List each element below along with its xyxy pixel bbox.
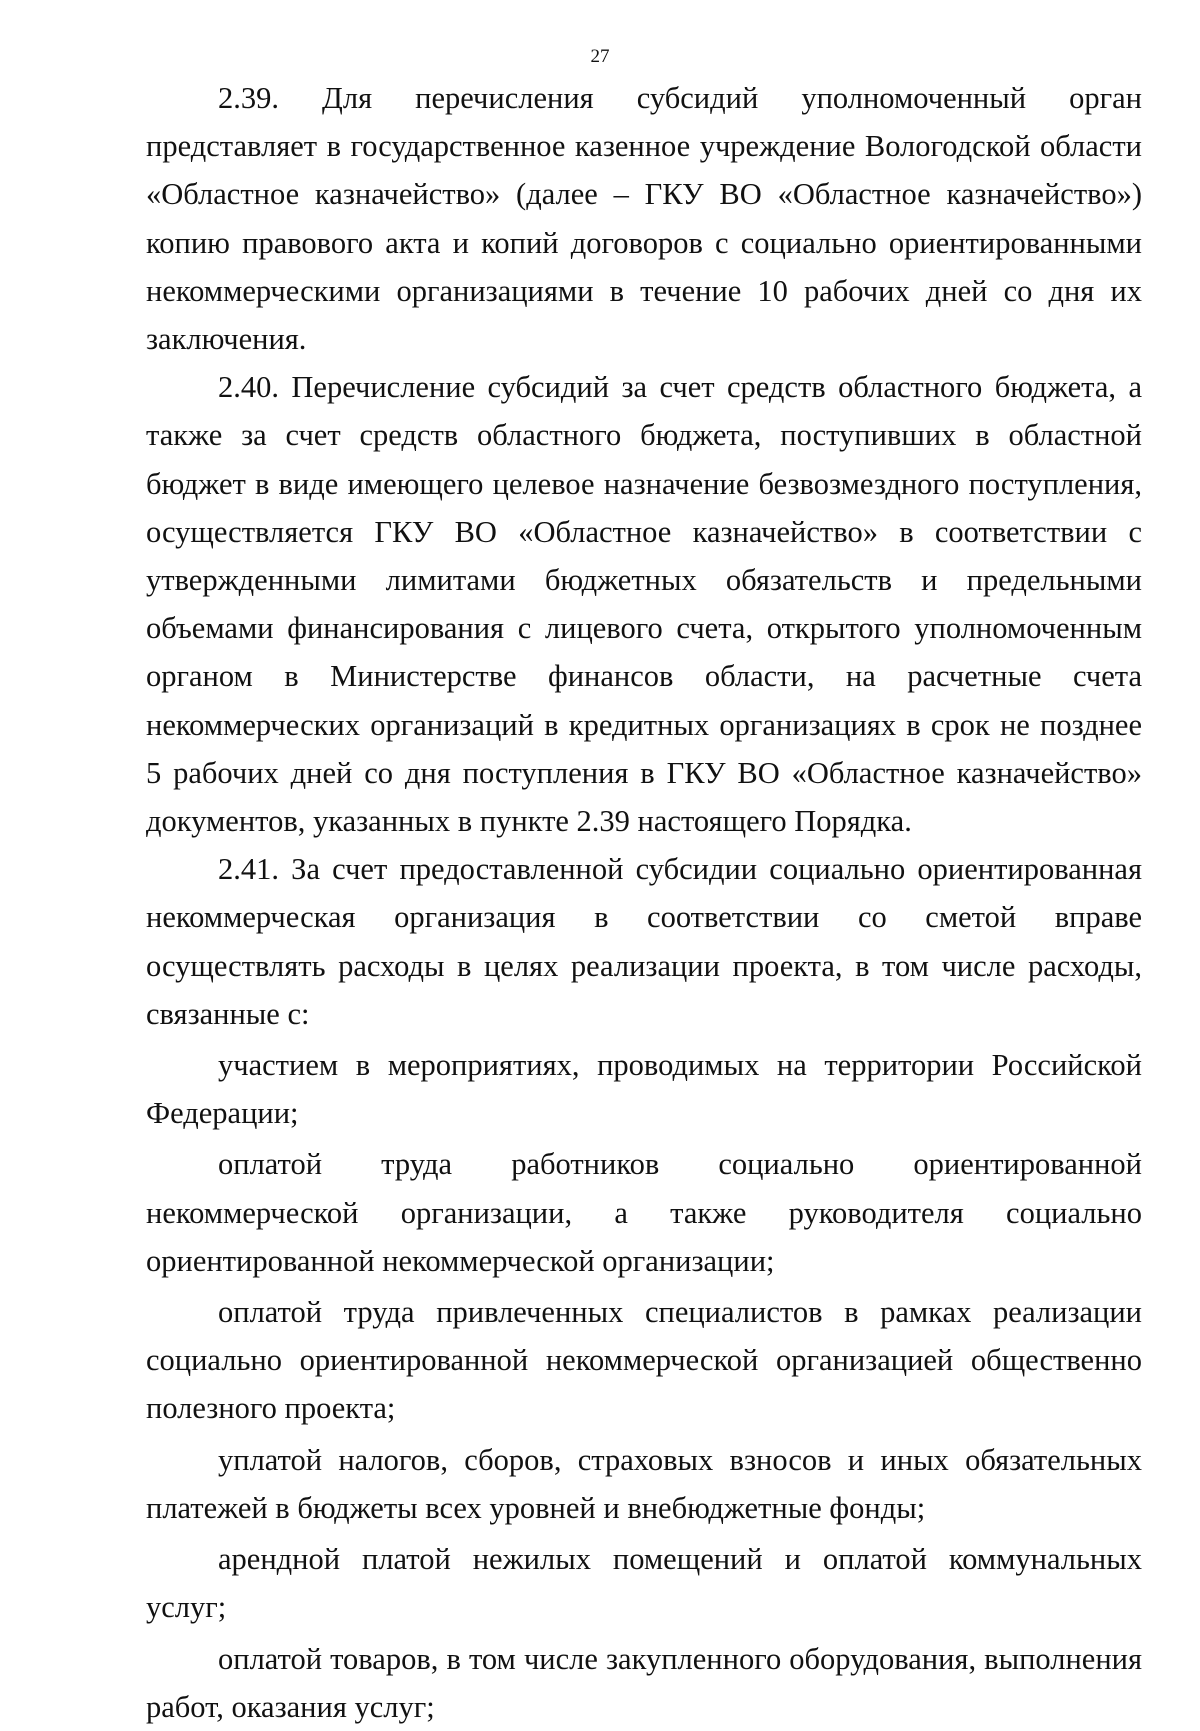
list-item-taxes: уплатой налогов, сборов, страховых взносов и иных обязательных платежей в бюджеты всех уровней и внебюджетные фонды; [146,1442,1142,1525]
list-item-rent: арендной платой нежилых помещений и оплатой коммунальных услуг; [146,1542,1142,1625]
list-item-specialists-pay: оплатой труда привлеченных специалистов в рамках реализации социально ориентированной некоммерческой организацией общественно полезного проекта; [146,1295,1142,1426]
page-number: 27 [590,46,610,67]
paragraph-2-39: 2.39. Для перечисления субсидий уполномоченный орган представляет в государственное казенное учреждение Вологодской области «Областное казначейство» (далее – ГКУ ВО «Областное казначейство») копию правового акта и копий договоров с социально ориентированными некоммерческими организациями в течение 10 рабочих дней со дня их заключения. [146,81,1142,357]
list-item-events: участием в мероприятиях, проводимых на территории Российской Федерации; [146,1048,1142,1131]
list-item-staff-pay: оплатой труда работников социально ориентированной некоммерческой организации, а также руководителя социально ориентированной некоммерческой организации; [146,1147,1142,1278]
document-body [146,74,1142,1731]
paragraph-2-40: 2.40. Перечисление субсидий за счет средств областного бюджета, а также за счет средств областного бюджета, поступивших в областной бюджет в виде имеющего целевое назначение безвозмездного поступления, осуществляется ГКУ ВО «Областное казначейство» в соответствии с утвержденными лимитами бюджетных обязательств и предельными объемами финансирования с лицевого счета, открытого уполномоченным органом в Министерстве финансов области, на расчетные счета некоммерческих организаций в кредитных организациях в срок не позднее 5 рабочих дней со дня поступления в ГКУ ВО «Областное казначейство» документов, указанных в пункте 2.39 настоящего Порядка. [146,370,1142,839]
list-item-goods: оплатой товаров, в том числе закупленного оборудования, выполнения работ, оказания услуг; [146,1641,1142,1724]
paragraph-2-41: 2.41. За счет предоставленной субсидии социально ориентированная некоммерческая организация в соответствии со сметой вправе осуществлять расходы в целях реализации проекта, в том числе расходы, связанные с: [146,852,1142,1031]
